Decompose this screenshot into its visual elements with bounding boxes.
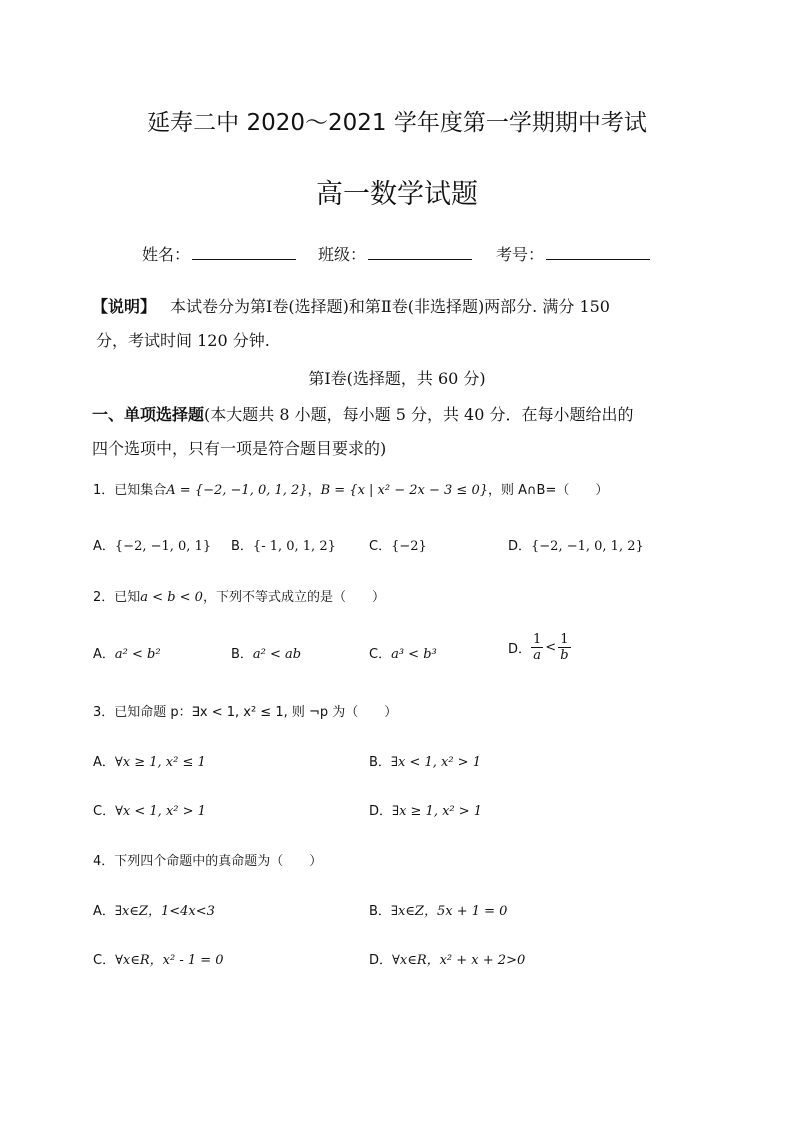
q4-option-b: B．∃x∈Z，5x + 1 = 0 <box>369 904 508 919</box>
q1-option-d: D．{−2, −1, 0, 1, 2} <box>508 539 644 554</box>
question-1-stem <box>93 479 608 498</box>
part1-desc2: 四个选项中，只有一项是符合题目要求的) <box>92 439 387 458</box>
q3-option-b: B．∃x < 1, x² > 1 <box>369 755 481 770</box>
question-2-stem <box>93 586 385 605</box>
q1-option-b: B．{- 1, 0, 1, 2} <box>231 539 336 554</box>
q2-prefix: 2．已知 <box>93 590 141 605</box>
q1-sep: ， <box>307 483 321 498</box>
q1-option-a: A．{−2, −1, 0, 1} <box>93 539 212 554</box>
class-label: 班级： <box>318 245 367 264</box>
q2-option-b: B．a² < ab <box>231 647 302 662</box>
q2-option-d: D． $\frac{1}{a}$ < $\frac{1}{b}$ <box>508 632 569 663</box>
instructions-line1 <box>92 294 610 317</box>
q4-option-a: A．∃x∈Z，1<4x<3 <box>93 904 215 919</box>
part1-heading: 一、单项选择题 <box>92 405 205 424</box>
q2-option-a: A．a² < b² <box>93 647 161 662</box>
name-label: 姓名： <box>142 245 191 264</box>
q2-d-fraction-2: $\frac{1}{b}$ <box>560 632 569 663</box>
q2-condition: a < b < 0 <box>140 590 203 605</box>
instructions-line2: 分，考试时间 120 分钟. <box>96 331 270 350</box>
q1-set-b: B = {x | x² − 2x − 3 ≤ 0} <box>320 483 488 498</box>
q1-suffix: ，则 A∩B=（ ） <box>487 483 609 498</box>
exam-title: 延寿二中 2020～2021 学年度第一学期期中考试 <box>147 110 647 136</box>
q3-option-d: D．∃x ≥ 1, x² > 1 <box>369 804 483 819</box>
q2-suffix: ，下列不等式成立的是（ ） <box>202 590 385 605</box>
part1-desc1: (本大题共 8 小题，每小题 5 分，共 40 分．在每小题给出的 <box>204 405 634 424</box>
q4-option-d: D．∀x∈R，x² + x + 2>0 <box>369 953 526 968</box>
question-3-stem: 3．已知命题 p：∃x < 1, x² ≤ 1, 则 ¬p 为（ ） <box>93 705 398 720</box>
q2-option-c: C．a³ < b³ <box>369 647 437 662</box>
part1-line1 <box>92 402 634 425</box>
subject-title: 高一数学试题 <box>316 179 478 210</box>
class-blank <box>368 244 472 260</box>
q3-option-a: A．∀x ≥ 1, x² ≤ 1 <box>93 755 206 770</box>
number-blank <box>546 244 650 260</box>
q4-option-c: C．∀x∈R，x² - 1 = 0 <box>93 953 224 968</box>
q1-option-c: C．{−2} <box>369 539 427 554</box>
q2-d-fraction-1: $\frac{1}{a}$ <box>533 632 542 663</box>
class-field <box>318 242 472 265</box>
section1-title: 第Ⅰ卷(选择题，共 60 分) <box>308 369 486 388</box>
instructions-text1: 本试卷分为第Ⅰ卷(选择题)和第Ⅱ卷(非选择题)两部分. 满分 150 <box>170 297 610 316</box>
question-4-stem: 4．下列四个命题中的真命题为（ ） <box>93 854 323 869</box>
instructions-label: 【说明】 <box>92 297 157 316</box>
name-blank <box>192 244 296 260</box>
q1-set-a: A = {−2, −1, 0, 1, 2} <box>166 483 308 498</box>
q3-option-c: C．∀x < 1, x² > 1 <box>93 804 206 819</box>
q1-prefix: 1．已知集合 <box>93 483 167 498</box>
number-label: 考号： <box>496 245 545 264</box>
name-field <box>142 242 296 265</box>
number-field <box>496 242 650 265</box>
